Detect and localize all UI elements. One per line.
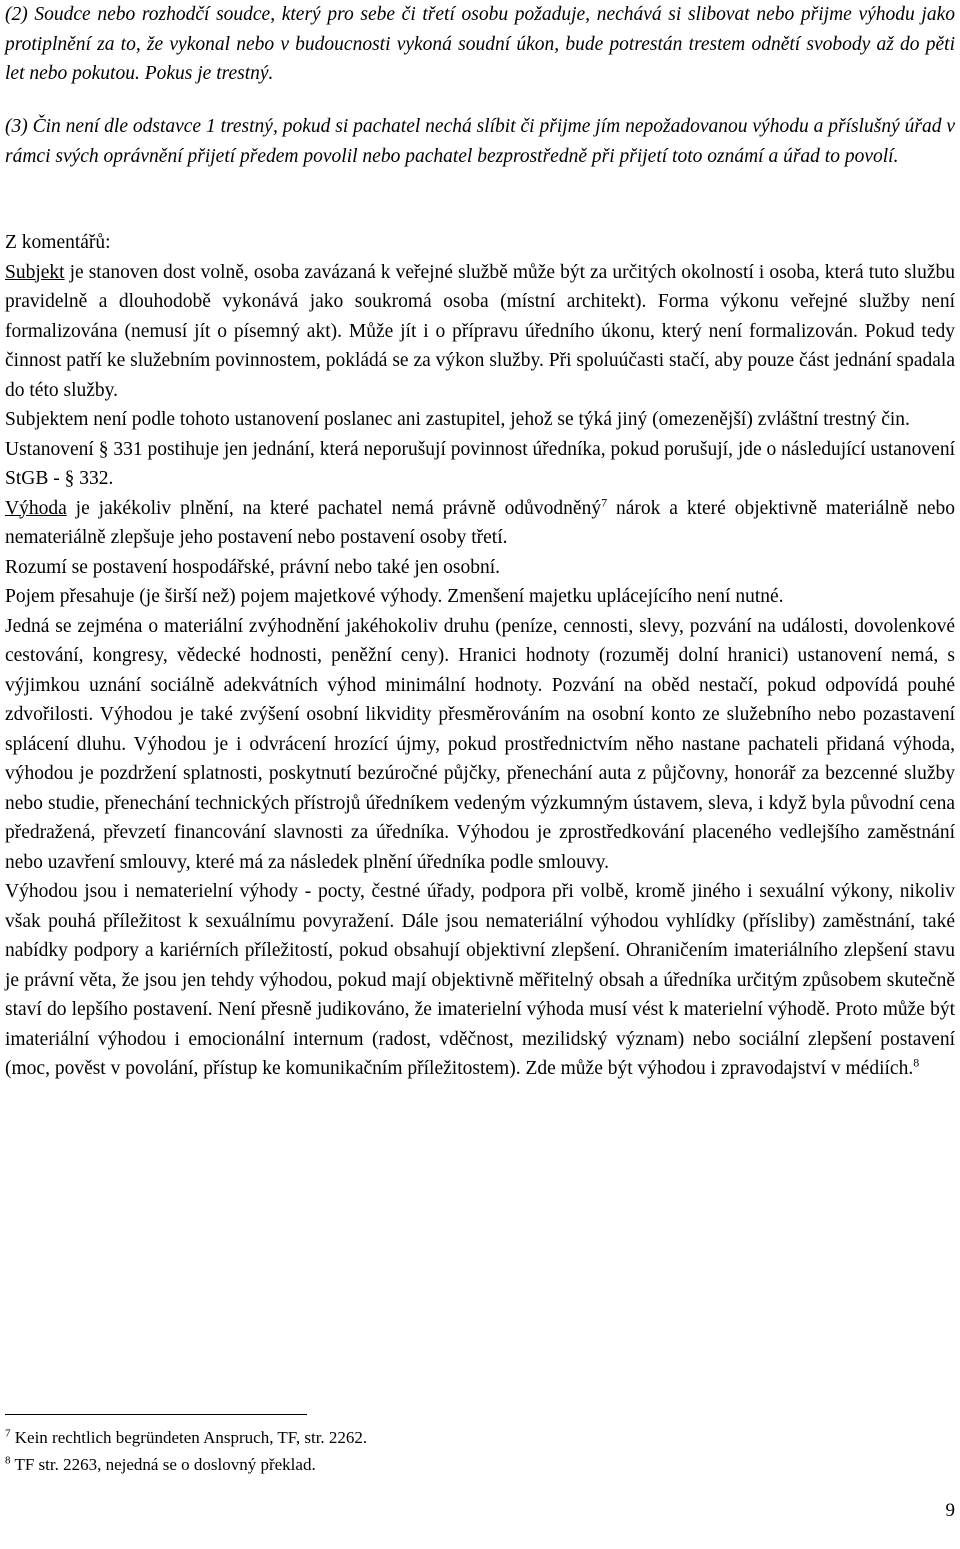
paragraph-jedna-se: Jedná se zejména o materiální zvýhodnění jakéhokoliv druhu (peníze, cennosti, slevy, pozvání na události, dovolenkové cestování, kongresy, vědecké hodnosti, peněžní ceny). Hranici hodnoty (rozuměj dolní hranici) ustanovení nemá, s výjimkou uznání sociálně adekvátních výhod minimální hodnoty. Pozvání na oběd nestačí, pokud odpovídá pouhé zdvořilosti. Výhodou je také zvýšení osobní likvidity přesměrováním na osobní konto ze služebního nebo pozastavení splácení dluhu. Výhodou je i odvrácení hrozící újmy, pokud prostřednictvím něho nastane pachateli přidaná výhoda, výhodou je pozdržení splatnosti, poskytnutí bezúročné půjčky, přenechání auta z půjčovny, honorář za bezcenné služby nebo studie, přenechání technických přístrojů úředníkem vedeným výzkumným ústavem, sleva, i když byla původní cena předražená, převzetí financování slavnosti za úředníka. Výhodou je zprostředkování placeného vedlejšího zaměstnání nebo uzavření smlouvy, které má za následek plnění úředníka podle smlouvy. [5, 615, 955, 873]
paragraph-subjekt [5, 258, 955, 406]
paragraph-vyhoda-text-2: nárok a které objektivně materiálně nebo nemateriálně zlepšuje jeho postavení nebo postavení osoby třetí. [5, 497, 955, 548]
footnote-number: 8 [5, 1454, 11, 1467]
term-subjekt: Subjekt [5, 261, 65, 283]
paragraph-rozumi: Rozumí se postavení hospodářské, právní nebo také jen osobní. [5, 556, 500, 578]
law-quote-paragraph-2: (2) Soudce nebo rozhodčí soudce, který pro sebe či třetí osobu požaduje, nechává si slibovat nebo přijme výhodu jako protiplnění za to, že vykonal nebo v budoucnosti vykoná soudní úkon, bude potrestán trestem odnětí svobody až do pěti let nebo pokutou. Pokus je trestný. [5, 4, 955, 84]
comments-heading: Z komentářů: [5, 232, 111, 253]
footnote-7 [5, 1424, 955, 1451]
footnote-text: Kein rechtlich begründeten Anspruch, TF, str. 2262. [14, 1428, 368, 1447]
term-vyhoda: Výhoda [5, 497, 67, 519]
footnote-ref-8: 8 [913, 1055, 920, 1070]
page-number: 9 [945, 1500, 955, 1521]
footnote-ref-7: 7 [601, 495, 608, 509]
law-quote-paragraph-3: (3) Čin není dle odstavce 1 trestný, pokud si pachatel nechá slíbit či přijme jím nepožadovanou výhodu a příslušný úřad v rámci svých oprávnění přijetí předem povolil nebo pachatel bezprostředně při přijetí toto oznámí a úřad to povolí. [5, 116, 955, 167]
footnotes [5, 1424, 955, 1478]
paragraph-vyhoda-text-1: je jakékoliv plnění, na které pachatel nemá právně odůvodněný [66, 497, 602, 519]
footnote-text: TF str. 2263, nejedná se o doslovný překlad. [14, 1455, 316, 1474]
paragraph-ustanoveni: Ustanovení § 331 postihuje jen jednání, která neporušují povinnost úředníka, pokud porušují, jde o následující ustanovení StGB - § 332. [5, 438, 955, 489]
paragraph-pojem: Pojem přesahuje (je širší než) pojem majetkové výhody. Zmenšení majetku uplácejícího není nutné. [5, 586, 784, 607]
paragraph-nematerielni-text: Výhodou jsou i nematerielní výhody - pocty, čestné úřady, podpora při volbě, kromě jiného i sexuální výkony, nikoliv však pouhá příležitost k sexuálnímu povyražení. Dále jsou nemateriální výhodou vyhlídky (přísliby) zaměstnání, také nabídky podpory a kariérních příležitostí, pokud obsahují objektivní zlepšení. Ohraničením imateriálního zlepšení stavu je právní věta, že jsou jen tehdy výhodou, pokud mají objektivně měřitelný obsah a úředníka určitým způsobem skutečně staví do lepšího postavení. Není přesně judikováno, že imaterielní výhoda musí vést k materielní výhodě. Proto může být imateriální výhodou i emocionální internum (radost, vděčnost, mezilidský význam) nebo sociální zlepšení postavení (moc, pověst v povolání, přístup ke komunikačním příležitostem). Zde může být výhodou i zpravodajství v médiích. [5, 881, 955, 1079]
paragraph-subjektem: Subjektem není podle tohoto ustanovení poslanec ani zastupitel, jehož se týká jiný (omezenější) zvláštní trestný čin. [5, 409, 910, 430]
paragraph-subjekt-text: je stanoven dost volně, osoba zavázaná k veřejné službě může být za určitých okolností i osoba, která tuto službu pravidelně a dlouhodobě vykonává jako soukromá osoba (místní architekt). Forma výkonu veřejné služby není formalizována (nemusí jít o písemný akt). Může jít i o přípravu úředního úkonu, který není formalizován. Pokud tedy činnost patří ke služebním povinnostem, pokládá se za výkon služby. Při spoluúčasti stačí, aby pouze část jednání spadala do této služby. [5, 261, 955, 401]
footnote-8 [5, 1451, 955, 1478]
footnote-number: 7 [5, 1427, 11, 1440]
paragraph-vyhoda [5, 494, 955, 553]
commentary-section [5, 228, 955, 1084]
paragraph-nematerielni [5, 877, 955, 1084]
footnote-divider [5, 1414, 307, 1415]
